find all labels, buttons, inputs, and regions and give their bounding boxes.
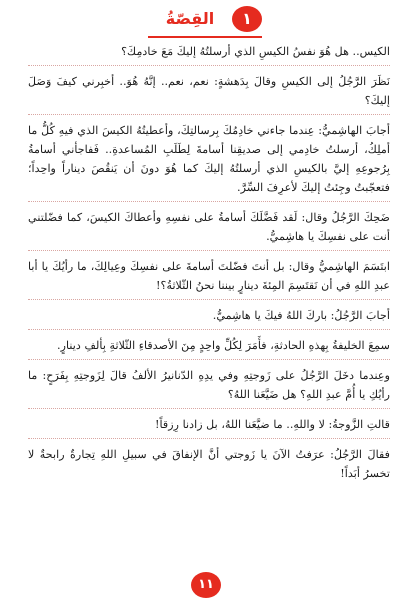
paragraph: نَظَرَ الرَّجُلُ إلى الكيسِ وقالَ بِدَهشةٍ: نعم، نعم.. إنَّهُ هُوَ.. أخبِرني كيفَ وَصَلَ إليكَ؟ bbox=[28, 72, 390, 115]
paragraph: ابتَسَمَ الهاشِميُّ وقال: بل أنتَ فضّلتَ أسامةَ على نفسِكَ وعِيالِكَ، ما رأيُكَ يا أبا عبدِ اللهِ في أن نَقتَسِمَ المِئةَ دينارٍ بيننا نحنُ الثّلاثةُ؟! bbox=[28, 257, 390, 300]
paragraph: ضَحِكَ الرَّجُلُ وقال: لَقد فَضَّلَكَ أسامةُ على نفسِهِ وأعطاكَ الكيسَ، كما فضّلتني أنت على نفسِكَ يا هاشِميُّ. bbox=[28, 208, 390, 251]
story-number-badge: ١ bbox=[232, 6, 262, 32]
paragraph: سمِعَ الخليفةُ بِهذهِ الحادثةِ، فأَمَرَ لِكُلِّ واحِدٍ مِنَ الأصدقاءِ الثّلاثةِ بِألفِ دينارٍ. bbox=[28, 336, 390, 360]
story-header bbox=[148, 3, 262, 38]
paragraph: أجابَ الهاشِميُّ: عِندما جاءني خادِمُكَ بِرسالتِكَ، وأعطيتُهُ الكيسَ الذي فيهِ كُلُّ ما أملِكُ، أرسلتُ خادِمي إلى صديقِنا أسامةَ لِطَلَبِ المُساعدةِ.. فَفاجأني أسامةُ بِرُجوعِهِ إليَّ بالكيسِ الذي أرسلتُهُ إليكَ كما هُوَ دونَ أن يَنقُصَ ديناراً واحِداً؛ فتعجّبتُ وجِئتُ إليكَ لأعرِفَ السِّرَّ. bbox=[28, 121, 390, 202]
page-number-badge: ١١ bbox=[191, 572, 221, 598]
story-title: القِصّةُ bbox=[165, 9, 215, 28]
paragraph: فقالَ الرَّجُلُ: عرَفتُ الآنَ يا زَوجتي أنَّ الإنفاقَ في سبيلِ اللهِ تِجارةٌ رابحةٌ لا تخسرُ أبَداً! bbox=[28, 448, 390, 480]
paragraph: أجابَ الرَّجُلُ: باركَ اللهُ فيكَ يا هاشِميُّ. bbox=[28, 306, 390, 330]
story-text bbox=[28, 42, 390, 493]
paragraph: الكيس.. هل هُوَ نفسُ الكيسِ الذي أرسلتُهُ إليكَ مَعَ خادمِكَ؟ bbox=[28, 42, 390, 66]
paragraph: قالتِ الزَّوجةُ: لا واللهِ.. ما ضيَّعَنا اللهُ، بل زادنا رِزقاً! bbox=[28, 415, 390, 439]
paragraph: وعِندما دخَلَ الرَّجُلُ على زَوجتِهِ وفي يدِهِ الدّنانيرُ الألفُ قالَ لِزَوجتِهِ بِفَرَحٍ: ما رأيُكِ يا أُمَّ عبدِ اللهِ؟ هل ضَيَّعَنا اللهُ؟ bbox=[28, 366, 390, 409]
